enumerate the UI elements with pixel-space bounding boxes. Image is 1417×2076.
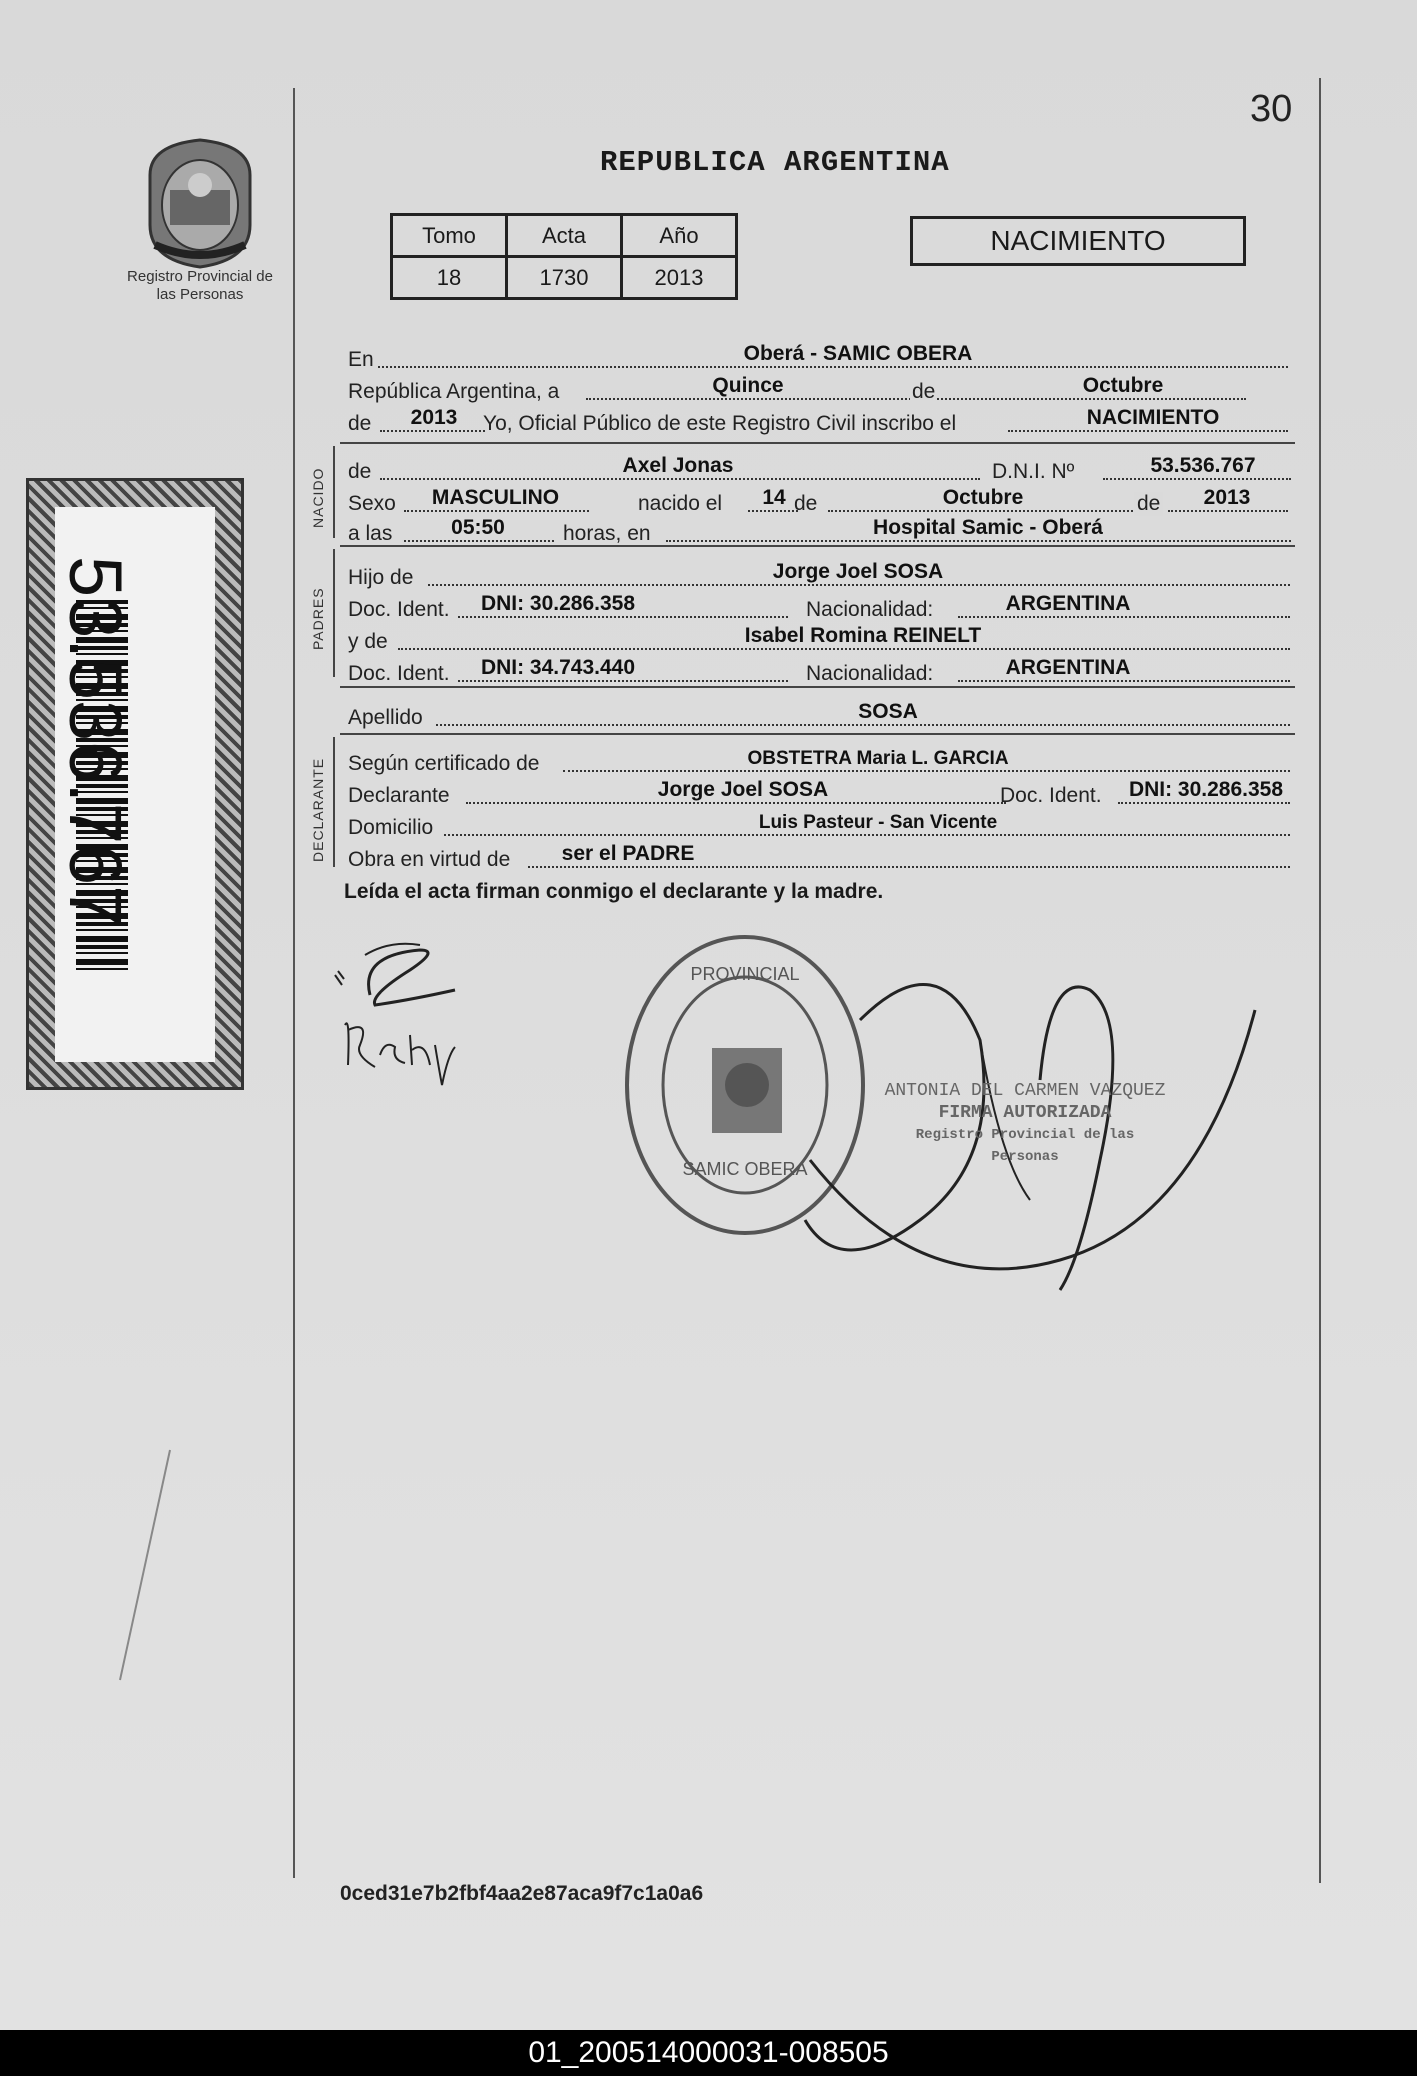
line-hora bbox=[348, 514, 1293, 546]
value-ano-acta: 2013 bbox=[410, 406, 458, 429]
pen-mark bbox=[60, 1440, 180, 1700]
value-declarante: Jorge Joel SOSA bbox=[657, 778, 829, 801]
line-apellido bbox=[348, 698, 1293, 730]
section-separator bbox=[340, 442, 1295, 444]
value-domicilio: Luis Pasteur - San Vicente bbox=[758, 812, 998, 833]
value-obra: ser el PADRE bbox=[561, 842, 695, 865]
value-madre: Isabel Romina REINELT bbox=[744, 624, 982, 647]
page-number: 30 bbox=[1250, 88, 1293, 130]
label-de-nombre: de bbox=[348, 460, 372, 483]
label-republica: República Argentina, a bbox=[348, 380, 560, 403]
line-sexo bbox=[348, 484, 1293, 516]
tomo-acta-ano-table bbox=[390, 213, 738, 300]
label-sexo: Sexo bbox=[348, 492, 396, 515]
label-horas-en: horas, en bbox=[563, 522, 651, 545]
line-nombre bbox=[348, 452, 1293, 484]
tomo-header: Tomo bbox=[392, 215, 507, 257]
label-segun-certificado: Según certificado de bbox=[348, 752, 540, 775]
line-madre bbox=[348, 622, 1293, 654]
label-de-mes: de bbox=[1134, 492, 1163, 516]
value-lugar-nac: Hospital Samic - Oberá bbox=[873, 516, 1103, 539]
label-nacido-el: nacido el bbox=[638, 492, 723, 515]
label-nacionalidad-padre: Nacionalidad: bbox=[806, 598, 934, 621]
value-inscripcion: NACIMIENTO bbox=[1086, 406, 1220, 429]
line-declarante bbox=[348, 776, 1293, 808]
stamp-text-samic: SAMIC OBERA bbox=[682, 1159, 808, 1179]
value-nac-padre: ARGENTINA bbox=[1005, 592, 1131, 615]
section-label-declarante: DECLARANTE bbox=[310, 757, 326, 862]
value-apellido: SOSA bbox=[858, 700, 918, 723]
label-dni: D.N.I. Nº bbox=[992, 460, 1075, 483]
label-declarante: Declarante bbox=[348, 784, 450, 807]
section-separator bbox=[340, 733, 1295, 735]
acta-value: 1730 bbox=[507, 257, 622, 299]
label-y-de: y de bbox=[348, 630, 388, 653]
right-margin-line bbox=[1319, 78, 1321, 1883]
firma-cargo: FIRMA AUTORIZADA bbox=[938, 1103, 1112, 1123]
label-obra-en-virtud: Obra en virtud de bbox=[348, 848, 511, 871]
value-dni-padre: DNI: 30.286.358 bbox=[480, 592, 636, 615]
label-nacionalidad-madre: Nacionalidad: bbox=[806, 662, 934, 685]
nacido-sidebar bbox=[333, 446, 335, 538]
label-en: En bbox=[348, 348, 374, 371]
closing-statement: Leída el acta firman conmigo el declarante y la madre. bbox=[344, 880, 884, 903]
firma-autorizada-stamp bbox=[880, 1080, 1170, 1168]
value-dni-declarante: DNI: 30.286.358 bbox=[1128, 778, 1284, 801]
value-dni-nacido: 53.536.767 bbox=[1150, 454, 1256, 477]
section-label-padres: PADRES bbox=[310, 587, 326, 650]
stamp-text-top: PROVINCIAL bbox=[690, 964, 800, 984]
label-de-dia: de bbox=[794, 492, 818, 515]
line-madre-doc bbox=[348, 654, 1293, 686]
value-ano-nac: 2013 bbox=[1203, 486, 1251, 509]
label-doc-ident-madre: Doc. Ident. bbox=[348, 662, 450, 685]
value-dia-nac: 14 bbox=[762, 486, 786, 509]
section-separator bbox=[340, 545, 1295, 547]
label-a-las: a las bbox=[348, 522, 393, 545]
acta-header: Acta bbox=[507, 215, 622, 257]
line-republica bbox=[348, 372, 1293, 404]
document-title: REPUBLICA ARGENTINA bbox=[600, 146, 950, 179]
line-obra bbox=[348, 840, 1293, 872]
value-padre: Jorge Joel SOSA bbox=[772, 560, 944, 583]
label-doc-ident-declarante: Doc. Ident. bbox=[1000, 784, 1102, 807]
value-sexo: MASCULINO bbox=[431, 486, 560, 509]
registro-provincial-label: Registro Provincial de las Personas bbox=[127, 268, 273, 303]
padres-sidebar bbox=[333, 549, 335, 677]
section-separator bbox=[340, 686, 1295, 688]
document-type-box: NACIMIENTO bbox=[910, 216, 1246, 266]
left-margin-line bbox=[293, 88, 295, 1878]
value-dni-madre: DNI: 34.743.440 bbox=[480, 656, 636, 679]
label-oficial: Yo, Oficial Público de este Registro Civil inscribo el bbox=[483, 412, 957, 435]
label-apellido: Apellido bbox=[348, 706, 423, 729]
barcode-number: 53.536.767 bbox=[54, 556, 137, 927]
value-hora: 05:50 bbox=[451, 516, 505, 539]
signature-declarante bbox=[330, 935, 490, 1095]
line-domicilio bbox=[348, 808, 1293, 840]
value-mes-nac: Octubre bbox=[942, 486, 1024, 509]
line-padre-doc bbox=[348, 590, 1293, 622]
scan-id-footer: 01_200514000031-008505 bbox=[0, 2030, 1417, 2076]
label-hijo-de: Hijo de bbox=[348, 566, 414, 589]
document-hash: 0ced31e7b2fbf4aa2e87aca9f7c1a0a6 bbox=[340, 1882, 704, 1905]
declarante-sidebar bbox=[333, 737, 335, 867]
line-certificado bbox=[348, 744, 1293, 776]
label-de: de bbox=[912, 380, 936, 403]
value-nombre: Axel Jonas bbox=[622, 454, 734, 477]
value-dia-letras: Quince bbox=[712, 374, 784, 397]
tomo-value: 18 bbox=[392, 257, 507, 299]
value-nac-madre: ARGENTINA bbox=[1005, 656, 1131, 679]
ano-value: 2013 bbox=[622, 257, 737, 299]
province-emblem-icon bbox=[140, 135, 260, 270]
label-domicilio: Domicilio bbox=[348, 816, 434, 839]
section-label-nacido: NACIDO bbox=[310, 467, 326, 528]
label-de-2: de bbox=[348, 412, 372, 435]
value-lugar: Oberá - SAMIC OBERA bbox=[743, 342, 973, 365]
value-mes-acta: Octubre bbox=[1082, 374, 1164, 397]
label-doc-ident-padre: Doc. Ident. bbox=[348, 598, 450, 621]
ano-header: Año bbox=[622, 215, 737, 257]
line-oficial bbox=[348, 404, 1293, 436]
firma-name: ANTONIA DEL CARMEN VAZQUEZ bbox=[884, 1081, 1166, 1101]
line-padre bbox=[348, 558, 1293, 590]
line-en bbox=[348, 340, 1293, 372]
firma-registro: Registro Provincial de las Personas bbox=[915, 1127, 1135, 1165]
value-certificado: OBSTETRA Maria L. GARCIA bbox=[747, 748, 1009, 769]
